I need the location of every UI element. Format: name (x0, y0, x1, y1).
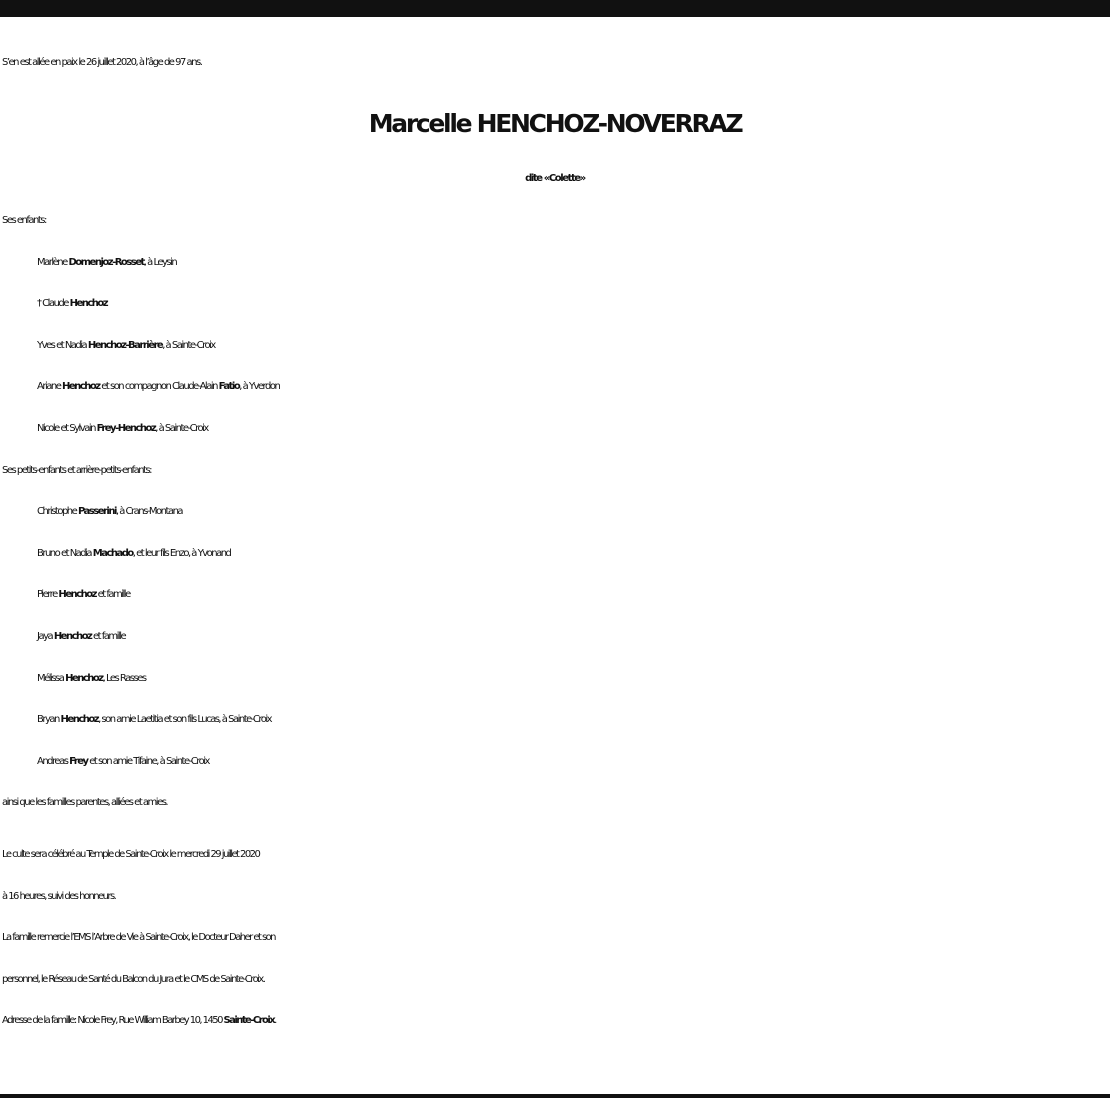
grandchild-entry: Mélissa Henchoz, Les Rasses (37, 672, 146, 684)
family-address: Adresse de la famille: Nicole Frey, Rue William Barbey 10, 1450 Sainte-Croix. (2, 1015, 276, 1027)
service-time-line: à 16 heures, suivi des honneurs. (2, 890, 116, 902)
grandchild-entry: Christophe Passerini, à Crans-Montana (37, 506, 183, 518)
thanks-line: La famille remercie l’EMS l’Arbre de Vie à Sainte-Croix, le Docteur Daher et son (2, 932, 275, 944)
bottom-border-rule (0, 1094, 1110, 1098)
children-heading: Ses enfants: (2, 215, 46, 226)
obituary-notice (0, 38, 1110, 1042)
child-entry: Nicole et Sylvain Frey-Henchoz, à Sainte-Croix (37, 422, 208, 434)
grandchild-entry: Bryan Henchoz, son amie Laetitia et son fils Lucas, à Sainte-Croix (37, 714, 272, 726)
families-line: ainsi que les familles parentes, alliées et amies. (2, 797, 168, 809)
grandchild-entry: Andreas Frey et son amie Tifaine, à Sainte-Croix (37, 755, 209, 767)
section-spacer (0, 824, 1110, 834)
child-entry: † Claude Henchoz (37, 298, 108, 310)
deceased-name: Marcelle HENCHOZ-NOVERRAZ (368, 109, 742, 138)
grandchild-entry: Pierre Henchoz et famille (37, 589, 130, 601)
service-line: Le culte sera célébré au Temple de Sainte-Croix le mercredi 29 juillet 2020 (2, 848, 260, 860)
child-entry: Marlène Domenjoz-Rosset, à Leysin (37, 256, 177, 268)
grandchildren-list (0, 491, 1110, 782)
top-border-rule (0, 0, 1110, 17)
deceased-nickname: dite «Colette» (525, 173, 585, 184)
announcement-line: S’en est allée en paix le 26 juillet 2020, à l’âge de 97 ans. (2, 57, 202, 68)
grandchild-entry: Bruno et Nadia Machado, et leur fils Enzo, à Yvonand (37, 547, 231, 559)
child-entry: Yves et Nadia Henchoz-Barrière, à Sainte-Croix (37, 339, 215, 351)
grandchild-entry: Jaya Henchoz et famille (37, 630, 126, 642)
thanks-line-continued: personnel, le Réseau de Santé du Balcon du Jura et le CMS de Sainte-Croix. (2, 973, 265, 985)
children-list (0, 242, 1110, 450)
grandchildren-heading: Ses petits-enfants et arrière-petits-enfants: (2, 464, 152, 476)
service-details (0, 834, 1110, 1042)
child-entry: Ariane Henchoz et son compagnon Claude-Alain Fatio, à Yverdon (37, 381, 280, 393)
